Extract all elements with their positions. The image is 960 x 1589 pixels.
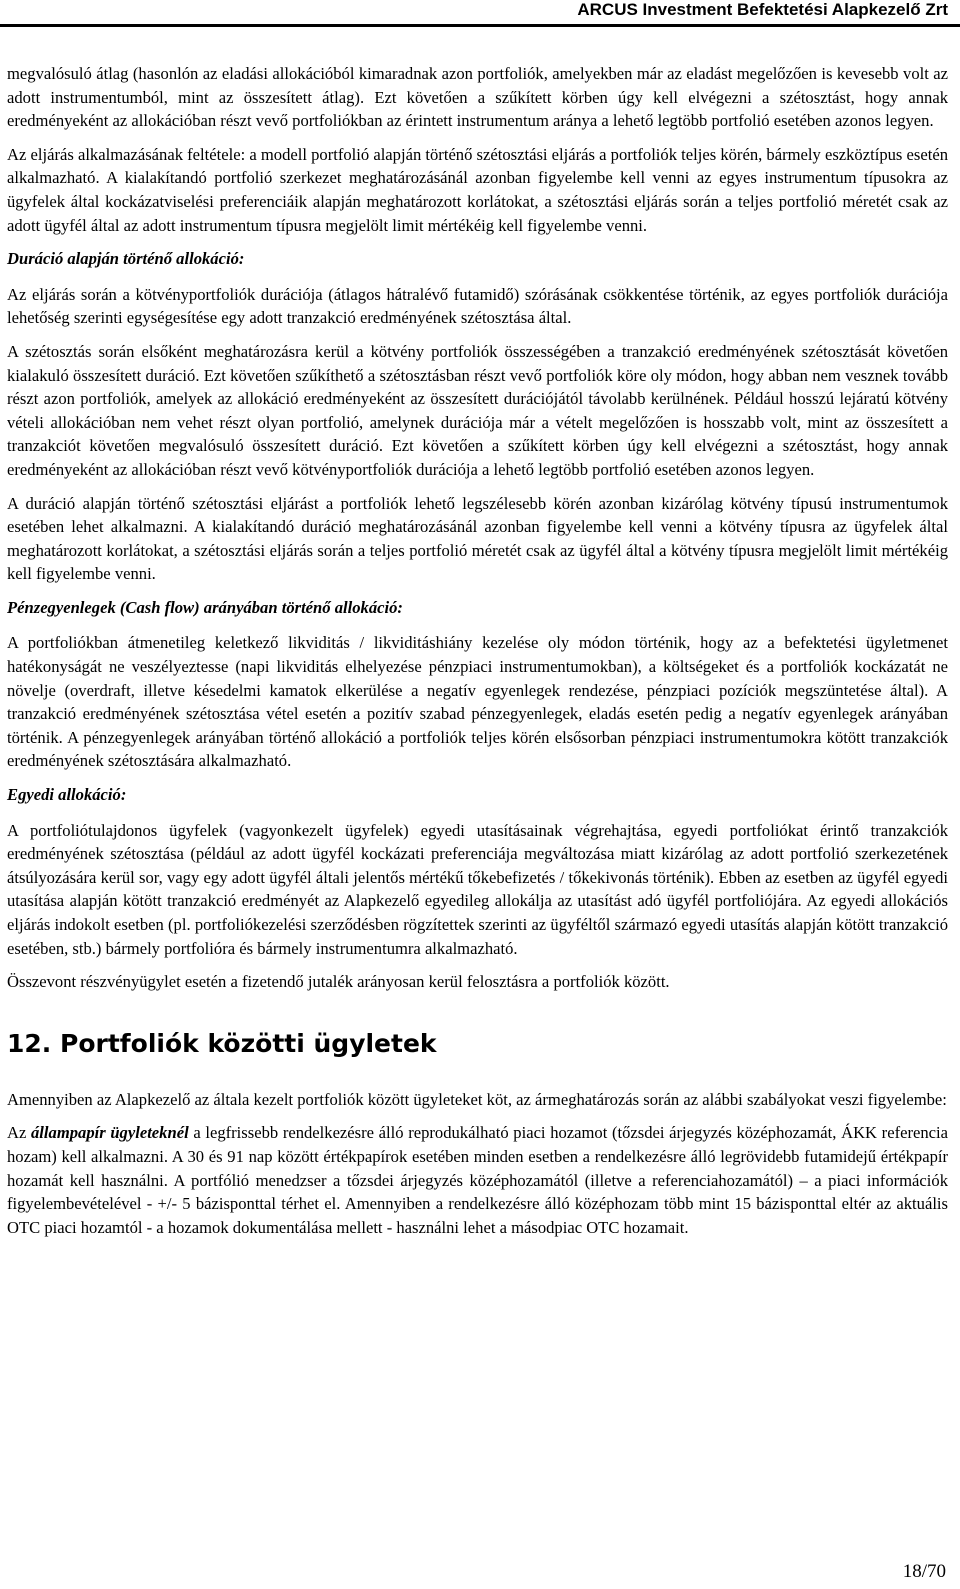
subheading-cashflow: Pénzegyenlegek (Cash flow) arányában történő allokáció: [7, 597, 403, 617]
paragraph: megvalósuló átlag (hasonlón az eladási allokációból kimaradnak azon portfoliók, amelyekben már az eladást megelőzően is kevesebb volt az adott instrumentumból, mint az összesített átlag). Ezt követően a szűkített körben úgy kell elvégezni a szétosztást, hogy annak eredményeként az allokációban részt vevő portfoliókban az érintett instrumentum aránya a lehető legtöbb portfolió esetében azonos legyen. [7, 64, 948, 131]
subheading-egyedi: Egyedi allokáció: [7, 785, 127, 805]
paragraph: Az eljárás alkalmazásának feltétele: a modell portfolió alapján történő szétosztási eljárás a portfoliók teljes körén, bármely eszköztípus esetén alkalmazható. A kialakítandó portfolió szerkezet meghatározásánál azonban figyelembe kell venni az egyes instrumentum típusokra az ügyfelek által kockázatviselési preferenciáik alapján meghatározott korlátokat, a szétosztási eljárás során a teljes portfolió méretét csak az adott ügyfél által az adott instrumentum típusra megjelölt limit mértékéig kell figyelembe venni. [7, 144, 948, 235]
text-run: a legfrissebb rendelkezésre álló reprodukálható piaci hozamot (tőzsdei árjegyzés középhozamát, ÁKK referencia hozam) kell alkalmazni. A 30 és 91 nap között értékpapírok esetében minden esetben a rendelkezésre álló legrövidebb futamidejű értékpapír hozamát kell használni. A portfólió menedzser a tőzsdei árjegyzés középhozamától (illetve a referenciahozamától) – a piaci információk figyelembevételével - +/- 5 bázisponttal térhet el. Amennyiben a rendelkezésre álló középhozam több mint 15 bázisponttal eltér az aktuális OTC piaci hozamtól - a hozamok dokumentálása mellett - használni lehet a másodpiac OTC hozamait. [7, 1123, 948, 1237]
document-body [7, 62, 948, 1249]
page-header [0, 0, 960, 22]
page-number: 18/70 [902, 1561, 946, 1582]
paragraph: Az eljárás során a kötvényportfoliók durációja (átlagos hátralévő futamidő) szórásának csökkentése történik, az egyes portfoliók durációja lehetőség szerinti egységesítése egy adott tranzakció eredményének szétosztása által. [7, 284, 948, 328]
text-run: Az [7, 1123, 31, 1143]
company-header-title: ARCUS Investment Befektetési Alapkezelő Zrt [577, 0, 948, 19]
paragraph: Összevont részvényügylet esetén a fizetendő jutalék arányosan kerül felosztásra a portfoliók között. [7, 972, 670, 992]
paragraph: A portfoliótulajdonos ügyfelek (vagyonkezelt ügyfelek) egyedi utasításainak végrehajtása, egyedi portfoliókat érintő tranzakciók eredményének szétosztása (például az adott ügyfél kockázati preferenciája megváltozása miatt kizárólag az adott portfolió szerkezetének átsúlyozására kerül sor, vagy egy adott ügyfél általi jelentős mértékű tőkebefizetés / tőkekivonás történik). Ebben az esetben az ügyfél egyedi utasítása alapján kötött tranzakció eredményét az Alapkezelő egyedileg allokálja az utasítást adó ügyfél portfoliójára. Az egyedi allokációs eljárás indokolt esetben (pl. portfoliókezelési szerződésben rögzítettek szerinti az ügyféltől származó egyedi utasítás alapján kötött tranzakció esetében, stb.) bármely portfolióra és bármely instrumentumra alkalmazható. [7, 820, 948, 958]
paragraph: Amennyiben az Alapkezelő az általa kezelt portfoliók között ügyleteket köt, az ármeghatározás során az alábbi szabályokat veszi figyelembe: [7, 1089, 947, 1109]
emphasis-allampapir: állampapír ügyleteknél [31, 1123, 189, 1143]
section-title: 12. Portfoliók közötti ügyletek [7, 1028, 437, 1058]
paragraph: A portfoliókban átmenetileg keletkező likviditás / likviditáshiány kezelése oly módon történik, hogy az a befektetési ügyletmenet hatékonyságát ne veszélyeztesse (napi likviditás elhelyezése pénzpiaci instrumentumokban), a költségeket és a portfoliók kockázatát ne növelje (overdraft, illetve késedelmi kamatok elkerülése a negatív egyenlegek rendezése, pénzpiaci pozíciók megszüntetése által). A tranzakció eredményének szétosztása vétel esetén a pozitív szabad pénzegyenlegek, eladás esetén pedig a negatív egyenlegek arányában történik. A pénzegyenlegek arányában történő allokáció a portfoliók teljes körén elsősorban pénzpiaci instrumentumokra kötött tranzakciók eredményének szétosztására alkalmazható. [7, 633, 948, 771]
header-rule [0, 24, 960, 27]
subheading-duracio: Duráció alapján történő allokáció: [7, 249, 245, 269]
paragraph: A szétosztás során elsőként meghatározásra kerül a kötvény portfoliók összességében a tranzakció eredményének szétosztását követően kialakuló összesített duráció. Ezt követően szűkíthető a szétosztásban részt vevő portfoliók köre oly módon, hogy abban nem vesznek tovább részt azon portfoliók, amelyek az allokáció eredményeként az összesített durációjától távolabb kerülnének. Például hosszú lejáratú kötvény vételi allokációban nem vehet részt olyan portfolió, amelynek durációja már a vételt megelőzően is hosszabb volt, mint az összesített a tranzakciót követően megvalósuló összesített duráció. Ezt követően a szűkített körben úgy kell elvégezni a szétosztást, hogy annak eredményeként az allokációban részt vevő kötvényportfoliók durációja a lehető legtöbb portfolió esetében azonos legyen. [7, 341, 948, 479]
paragraph: A duráció alapján történő szétosztási eljárást a portfoliók lehető legszélesebb körén azonban kizárólag kötvény típusú instrumentumok esetében lehet alkalmazni. A kialakítandó duráció meghatározásánál azonban figyelembe kell venni a kötvény típusra az ügyfelek által meghatározott korlátokat, a szétosztási eljárás során a teljes portfolió méretét csak az ügyfél által a kötvény típusra megjelölt limit mértékéig kell figyelembe venni. [7, 493, 948, 584]
paragraph-allampapir [7, 1121, 948, 1239]
